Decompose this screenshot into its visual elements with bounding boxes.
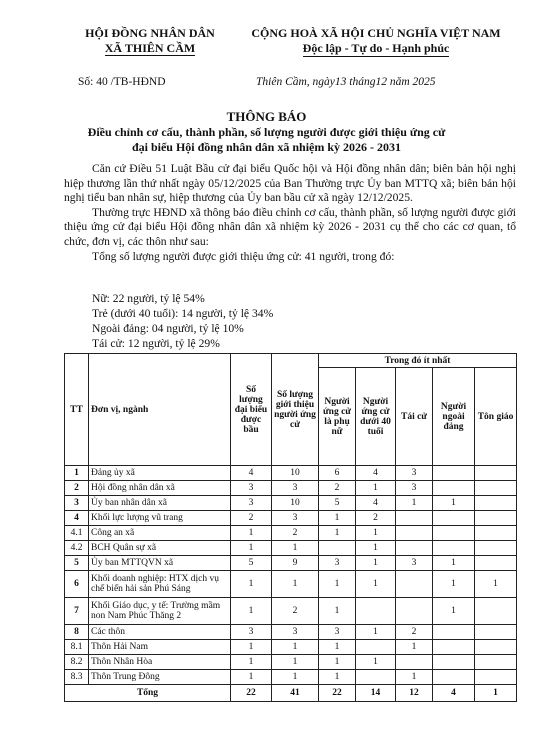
header-nominees: Số lượng giới thiệu người ứng cử xyxy=(272,354,319,466)
cell-tt: 5 xyxy=(65,556,89,571)
cell-nonparty: 1 xyxy=(433,598,475,625)
women-stat: Nữ: 22 người, tỷ lệ 54% xyxy=(92,292,205,305)
total-nominees-line: Tổng số lượng người được giới thiệu ứng cử: 41 người, trong đó: xyxy=(92,249,395,263)
cell-tt: 7 xyxy=(65,598,89,625)
cell-nonparty xyxy=(433,670,475,685)
header-women: Người ứng cử là phụ nữ xyxy=(319,368,356,466)
total-row xyxy=(65,685,517,702)
cell-reelect: 2 xyxy=(396,625,433,640)
table-body xyxy=(65,466,517,685)
legal-basis-paragraph: Căn cứ Điều 51 Luật Bầu cử đại biểu Quốc hội và Hội đồng nhân dân; biên bản hội nghị hiệp thương lần thứ nhất ngày 05/12/2025 của Ban Thường trực Ủy ban MTTQ xã; biên bản hội nghị tiểu ban nhân sự, hiệp thương của Ủy ban bầu cử xã ngày 12/12/2025. xyxy=(64,162,516,205)
cell-youth: 1 xyxy=(356,625,396,640)
cell-women: 1 xyxy=(319,640,356,655)
cell-youth: 1 xyxy=(356,571,396,598)
cell-women xyxy=(319,541,356,556)
cell-unit: Khối lực lượng vũ trang xyxy=(89,511,231,526)
nation-title: CỘNG HOÀ XÃ HỘI CHỦ NGHĨA VIỆT NAM xyxy=(251,26,501,40)
cell-reelect: 3 xyxy=(396,481,433,496)
org-name-line2: XÃ THIÊN CẦM xyxy=(104,41,196,55)
notice-subtitle-line2: đại biểu Hội đồng nhân dân xã nhiệm kỳ 2026 - 2031 xyxy=(131,140,402,154)
cell-reelect: 1 xyxy=(396,496,433,511)
cell-tt: 8.3 xyxy=(65,670,89,685)
cell-women: 5 xyxy=(319,496,356,511)
cell-delegates: 1 xyxy=(231,640,272,655)
document-date: Thiên Cầm, ngày13 tháng12 năm 2025 xyxy=(256,76,436,88)
cell-reelect xyxy=(396,655,433,670)
table-row xyxy=(65,655,517,670)
cell-reelect xyxy=(396,541,433,556)
cell-delegates: 3 xyxy=(231,481,272,496)
announcement-paragraph: Thường trực HĐND xã thông báo điều chỉnh cơ cấu, thành phần, số lượng người được giới thiệu ứng cử đại biểu Hội đồng nhân dân xã nhiệm kỳ 2026 - 2031 cụ thể cho các cơ quan, tổ chức, đơn vị, các thôn như sau: xyxy=(64,205,516,248)
cell-religion xyxy=(475,625,517,640)
header-delegates: Số lượng đại biểu được bầu xyxy=(231,354,272,466)
total-nonparty: 4 xyxy=(433,685,475,702)
document-number: Số: 40 /TB-HĐND xyxy=(78,76,166,88)
cell-reelect xyxy=(396,598,433,625)
cell-youth: 1 xyxy=(356,481,396,496)
cell-tt: 6 xyxy=(65,571,89,598)
issuing-organization xyxy=(70,26,230,56)
total-nominees: 41 xyxy=(272,685,319,702)
cell-reelect: 1 xyxy=(396,670,433,685)
cell-religion xyxy=(475,655,517,670)
cell-unit: Thôn Nhân Hòa xyxy=(89,655,231,670)
cell-nominees: 1 xyxy=(272,541,319,556)
cell-nominees: 1 xyxy=(272,655,319,670)
cell-nominees: 9 xyxy=(272,556,319,571)
national-motto: Độc lập - Tự do - Hạnh phúc xyxy=(302,41,450,55)
cell-youth xyxy=(356,640,396,655)
cell-religion: 1 xyxy=(475,571,517,598)
cell-nominees: 1 xyxy=(272,670,319,685)
cell-unit: Thôn Trung Đông xyxy=(89,670,231,685)
cell-religion xyxy=(475,481,517,496)
header-unit: Đơn vị, ngành xyxy=(89,354,231,466)
cell-women: 1 xyxy=(319,571,356,598)
cell-nonparty xyxy=(433,511,475,526)
cell-nominees: 3 xyxy=(272,481,319,496)
cell-nonparty xyxy=(433,625,475,640)
cell-tt: 8 xyxy=(65,625,89,640)
table-row xyxy=(65,625,517,640)
cell-nonparty xyxy=(433,526,475,541)
cell-tt: 4.1 xyxy=(65,526,89,541)
cell-religion xyxy=(475,598,517,625)
cell-religion xyxy=(475,640,517,655)
cell-women: 3 xyxy=(319,556,356,571)
table-row xyxy=(65,670,517,685)
cell-nominees: 3 xyxy=(272,511,319,526)
notice-subtitle-line1: Điều chỉnh cơ cấu, thành phần, số lượng người được giới thiệu ứng cử xyxy=(87,125,446,139)
cell-tt: 4.2 xyxy=(65,541,89,556)
header-minimum-group: Trong đó ít nhất xyxy=(319,354,517,368)
cell-delegates: 1 xyxy=(231,541,272,556)
cell-youth xyxy=(356,670,396,685)
cell-religion xyxy=(475,670,517,685)
cell-youth: 1 xyxy=(356,655,396,670)
reelect-stat: Tái cử: 12 người, tỷ lệ 29% xyxy=(92,337,220,350)
org-name-line1: HỘI ĐỒNG NHÂN DÂN xyxy=(85,26,215,40)
header-religion: Tôn giáo xyxy=(475,368,517,466)
cell-nonparty: 1 xyxy=(433,496,475,511)
cell-reelect xyxy=(396,511,433,526)
total-youth: 14 xyxy=(356,685,396,702)
header-youth: Người ứng cử dưới 40 tuổi xyxy=(356,368,396,466)
cell-nonparty xyxy=(433,655,475,670)
cell-women: 1 xyxy=(319,526,356,541)
cell-religion xyxy=(475,526,517,541)
cell-tt: 1 xyxy=(65,466,89,481)
table-row xyxy=(65,541,517,556)
cell-youth xyxy=(356,598,396,625)
cell-tt: 8.2 xyxy=(65,655,89,670)
cell-nominees: 10 xyxy=(272,496,319,511)
cell-unit: Công an xã xyxy=(89,526,231,541)
cell-tt: 2 xyxy=(65,481,89,496)
cell-youth: 1 xyxy=(356,541,396,556)
cell-unit: Hội đồng nhân dân xã xyxy=(89,481,231,496)
cell-tt: 8.1 xyxy=(65,640,89,655)
cell-nominees: 2 xyxy=(272,526,319,541)
cell-delegates: 1 xyxy=(231,571,272,598)
table-row xyxy=(65,511,517,526)
cell-nonparty xyxy=(433,541,475,556)
cell-nonparty: 1 xyxy=(433,571,475,598)
total-women: 22 xyxy=(319,685,356,702)
cell-unit: Các thôn xyxy=(89,625,231,640)
table-row xyxy=(65,526,517,541)
cell-religion xyxy=(475,496,517,511)
cell-religion xyxy=(475,541,517,556)
cell-religion xyxy=(475,556,517,571)
cell-nominees: 10 xyxy=(272,466,319,481)
notice-body xyxy=(64,162,516,264)
cell-unit: Ủy ban MTTQVN xã xyxy=(89,556,231,571)
cell-unit: Thôn Hải Nam xyxy=(89,640,231,655)
cell-unit: Ủy ban nhân dân xã xyxy=(89,496,231,511)
cell-nonparty xyxy=(433,640,475,655)
table-row xyxy=(65,496,517,511)
cell-women: 2 xyxy=(319,481,356,496)
cell-delegates: 1 xyxy=(231,655,272,670)
table-row xyxy=(65,640,517,655)
cell-delegates: 1 xyxy=(231,526,272,541)
table-row xyxy=(65,571,517,598)
cell-tt: 4 xyxy=(65,511,89,526)
cell-nominees: 1 xyxy=(272,571,319,598)
cell-delegates: 5 xyxy=(231,556,272,571)
cell-religion xyxy=(475,511,517,526)
table-row xyxy=(65,481,517,496)
cell-nominees: 2 xyxy=(272,598,319,625)
cell-nonparty xyxy=(433,481,475,496)
cell-reelect: 1 xyxy=(396,640,433,655)
cell-nonparty xyxy=(433,466,475,481)
cell-women: 3 xyxy=(319,625,356,640)
cell-nominees: 1 xyxy=(272,640,319,655)
cell-nonparty: 1 xyxy=(433,556,475,571)
header-reelect: Tái cử xyxy=(396,368,433,466)
cell-nominees: 3 xyxy=(272,625,319,640)
cell-delegates: 3 xyxy=(231,496,272,511)
national-header xyxy=(228,26,524,56)
youth-stat: Trẻ (dưới 40 tuổi): 14 người, tỷ lệ 34% xyxy=(92,307,274,320)
cell-delegates: 2 xyxy=(231,511,272,526)
cell-reelect: 3 xyxy=(396,466,433,481)
cell-delegates: 4 xyxy=(231,466,272,481)
cell-youth: 4 xyxy=(356,466,396,481)
table-row xyxy=(65,598,517,625)
cell-youth: 1 xyxy=(356,526,396,541)
cell-youth: 4 xyxy=(356,496,396,511)
cell-unit: BCH Quân sự xã xyxy=(89,541,231,556)
cell-unit: Đảng ủy xã xyxy=(89,466,231,481)
nonparty-stat: Ngoài đảng: 04 người, tỷ lệ 10% xyxy=(92,322,244,335)
cell-youth: 1 xyxy=(356,556,396,571)
cell-delegates: 1 xyxy=(231,670,272,685)
cell-delegates: 3 xyxy=(231,625,272,640)
cell-delegates: 1 xyxy=(231,598,272,625)
cell-religion xyxy=(475,466,517,481)
allocation-table xyxy=(64,353,517,702)
cell-reelect: 3 xyxy=(396,556,433,571)
cell-youth: 2 xyxy=(356,511,396,526)
cell-tt: 3 xyxy=(65,496,89,511)
cell-women: 1 xyxy=(319,511,356,526)
cell-women: 1 xyxy=(319,655,356,670)
cell-women: 1 xyxy=(319,598,356,625)
total-reelect: 12 xyxy=(396,685,433,702)
table-row xyxy=(65,466,517,481)
cell-women: 6 xyxy=(319,466,356,481)
total-religion: 1 xyxy=(475,685,517,702)
notice-title: THÔNG BÁO xyxy=(226,109,307,124)
table-row xyxy=(65,556,517,571)
total-label: Tổng xyxy=(65,685,231,702)
cell-reelect xyxy=(396,571,433,598)
cell-reelect xyxy=(396,526,433,541)
header-nonparty: Người ngoài đảng xyxy=(433,368,475,466)
cell-women: 1 xyxy=(319,670,356,685)
cell-unit: Khối Giáo dục, y tế: Trường mầm non Nam Phúc Thăng 2 xyxy=(89,598,231,625)
header-tt: TT xyxy=(65,354,89,466)
total-delegates: 22 xyxy=(231,685,272,702)
cell-unit: Khối doanh nghiệp: HTX dịch vụ chế biến hải sản Phú Sáng xyxy=(89,571,231,598)
